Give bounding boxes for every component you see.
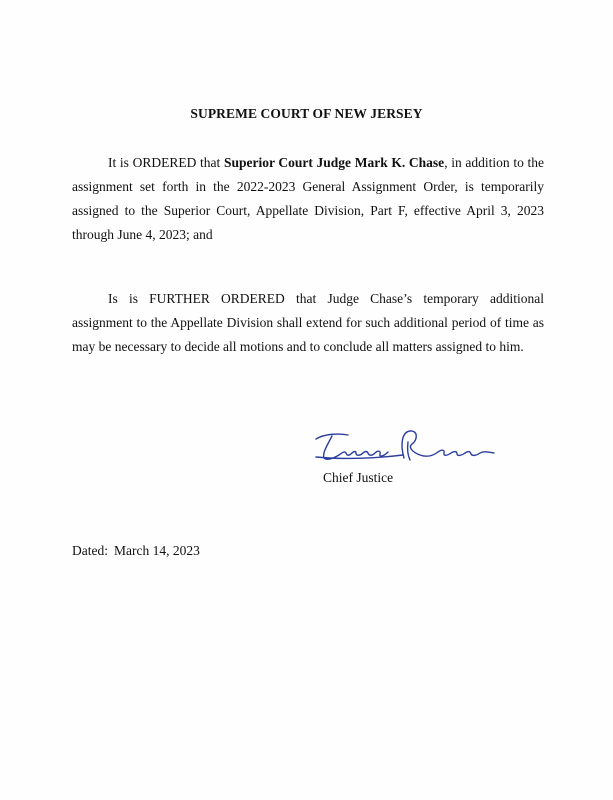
court-title: SUPREME COURT OF NEW JERSEY: [190, 106, 423, 121]
order-paragraph-2: [72, 287, 544, 359]
chief-justice-signature: [308, 422, 508, 472]
dated-label: Dated:: [72, 543, 108, 558]
dated-date: March 14, 2023: [114, 543, 200, 558]
paragraph-1-prefix: It is ORDERED that: [108, 155, 224, 170]
signer-title: Chief Justice: [323, 470, 394, 485]
judge-name: Superior Court Judge Mark K. Chase: [223, 155, 445, 170]
dated-line: [72, 543, 200, 559]
paragraph-2-text: Is is FURTHER ORDERED that Judge Chase’s temporary additional assignment to the Appellate Division shall extend for such additional period of time as may be necessary to decide all motions and to conclude all matters assigned to him.: [72, 291, 544, 354]
order-paragraph-1: [72, 151, 544, 247]
paragraph-1-suffix: , in addition to the assignment set forth in the 2022-2023 General Assignment Order, is temporarily assigned to the Superior Court, Appellate Division, Part F, effective April 3, 2023 through June 4, 2023; and: [72, 155, 544, 242]
